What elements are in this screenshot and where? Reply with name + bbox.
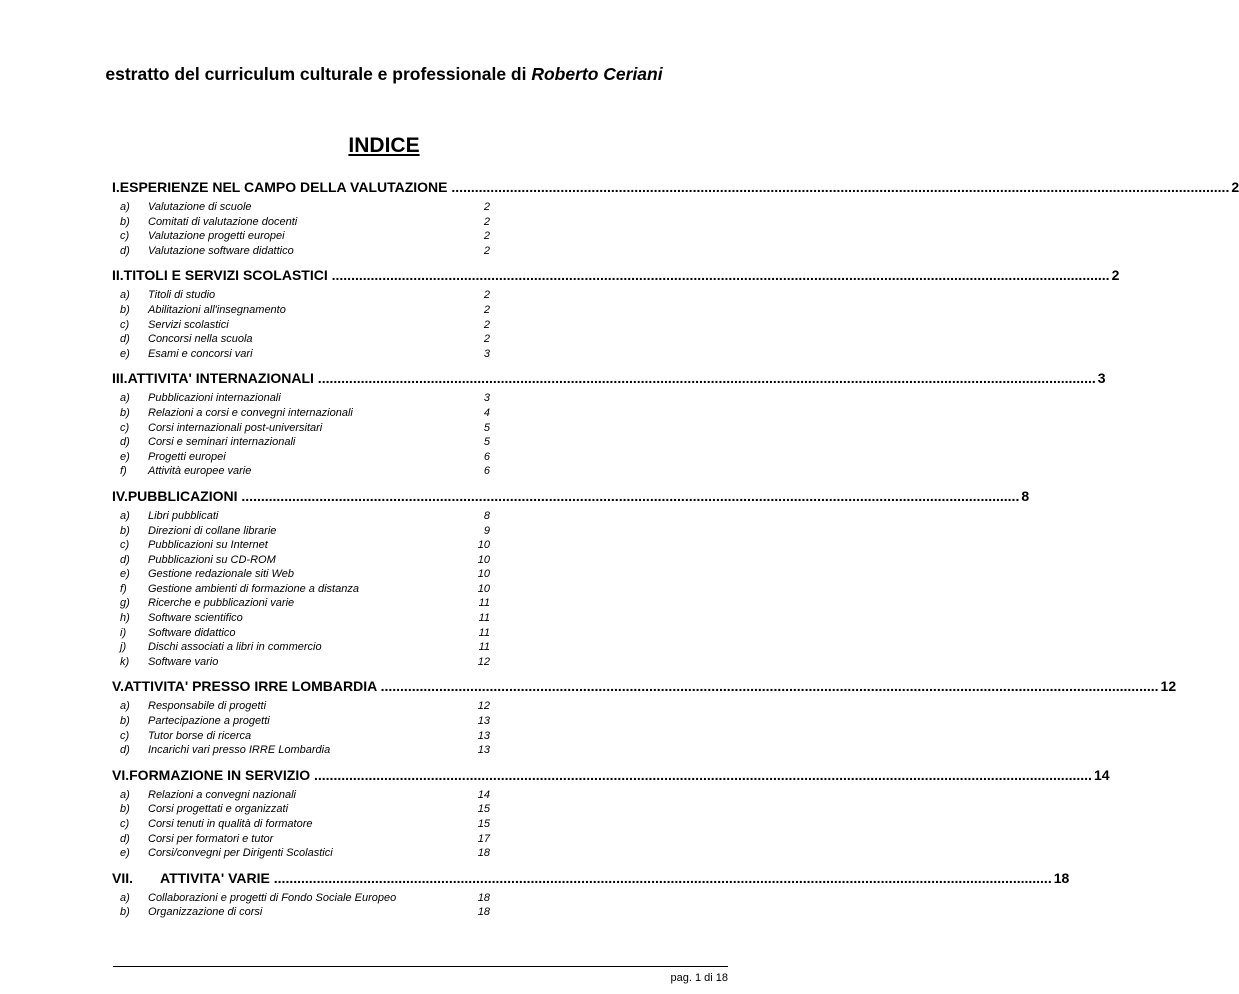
toc-subitem[interactable] [112,450,490,465]
toc-subitem-letter: e) [120,347,130,360]
toc-subitem-letter: b) [120,715,130,728]
toc-subitem-page: 11 [478,626,490,639]
toc-subitem-letter: a) [120,392,130,405]
toc-subitems [112,391,490,479]
toc-subitem[interactable] [112,229,490,244]
toc-section-title [112,264,1110,286]
toc-section-numeral: III. [112,370,128,387]
toc-subitems [112,509,490,670]
toc-leader-dots: ........................................................................................................................................................................................................ [310,766,1092,783]
toc-subitem-label: Collaborazioni e progetti di Fondo Sociale Europeo [148,891,397,904]
toc-subitem-label: Valutazione software didattico [148,244,294,257]
toc-subitem[interactable] [112,788,490,803]
toc-subitem-label: Dischi associati a libri in commercio [148,641,322,654]
toc-subitem-label: Pubblicazioni su Internet [148,539,268,552]
toc-section-page: 3 [1097,370,1106,387]
toc-section-label: TITOLI E SERVIZI SCOLASTICI [123,267,328,284]
toc-section-label: ATTIVITA' INTERNAZIONALI [127,370,314,387]
toc-subitem[interactable] [112,553,490,568]
toc-subitem-letter: e) [120,450,130,463]
toc-subitem-letter: k) [120,655,130,668]
toc-section-page: 2 [1231,179,1239,195]
toc-subitem[interactable] [112,567,490,582]
toc-subitem[interactable] [112,743,490,758]
toc-section-title [112,176,1229,198]
toc-subitem-page: 6 [483,450,490,463]
toc-subitem-letter: j) [120,641,127,654]
toc-subitem-letter: c) [120,729,130,742]
toc-subitem[interactable] [112,802,490,817]
toc-subitem-page: 3 [483,392,490,405]
toc-subitem[interactable] [112,817,490,832]
index-heading: INDICE [348,134,420,157]
toc-leader-dots: ........................................................................................................................................................................................................ [376,678,1159,695]
toc-subitem-label: Corsi e seminari internazionali [148,436,296,449]
toc-subitem-label: Titoli di studio [148,289,216,302]
toc-subitem-label: Software scientifico [148,612,243,625]
toc-subitem-page: 2 [483,230,490,243]
toc-subitem-page: 2 [483,318,490,331]
toc-section-page: 8 [1021,487,1030,504]
toc-subitem-letter: a) [120,289,130,302]
toc-subitem-letter: c) [120,818,130,830]
toc-subitem[interactable] [112,332,490,347]
toc-section-title [112,675,1159,697]
author-name: Roberto Ceriani [531,64,663,84]
toc-subitem-letter: d) [120,832,130,845]
toc-subitem-letter: f) [120,465,127,478]
toc-subitem-label: Direzioni di collane librarie [148,524,277,537]
toc-subitem-page: 10 [477,568,490,581]
toc-subitem-label: Corsi internazionali post-universitari [148,421,323,434]
toc-section-page: 18 [1053,869,1070,886]
toc-subitem-label: Servizi scolastici [148,318,229,331]
toc-subitem[interactable] [112,244,490,259]
toc-subitem-letter: f) [120,582,127,595]
toc-subitem-letter: g) [120,597,130,610]
toc-subitem[interactable] [112,582,490,597]
toc-subitem-label: Relazioni a convegni nazionali [148,788,296,801]
toc-subitem[interactable] [112,846,490,861]
toc-subitem[interactable] [112,891,490,906]
toc-subitem[interactable] [112,524,490,539]
toc-subitem[interactable] [112,729,490,744]
toc-leader-dots: ........................................................................................................................................................................................................ [327,267,1110,284]
toc-subitems [112,891,490,920]
toc-section-numeral: I. [112,179,120,195]
toc-subitem[interactable] [112,538,490,553]
toc-subitem-page: 5 [483,421,490,434]
toc-subitem-letter: b) [120,406,130,419]
toc-subitem-letter: e) [120,847,130,860]
toc-subitem-label: Concorsi nella scuola [148,333,253,346]
toc-section-entry[interactable] [112,485,1030,507]
toc-subitems [112,699,490,757]
toc-section-entry[interactable] [112,264,1120,286]
toc-subitem[interactable] [112,347,490,362]
toc-subitems [112,200,490,258]
toc-subitem[interactable] [112,832,490,847]
toc-subitem-label: Relazioni a corsi e convegni internazionali [148,406,353,419]
toc-subitem[interactable] [112,391,490,406]
toc-section-label: FORMAZIONE IN SERVIZIO [129,766,311,783]
toc-section-numeral: V. [112,678,124,695]
toc-subitem-label: Software vario [148,655,219,668]
toc-subitem-letter: a) [120,201,130,213]
toc-subitem[interactable] [112,406,490,421]
toc-subitem-letter: a) [120,509,130,522]
toc-subitem-page: 15 [477,803,490,816]
toc-subitem[interactable] [112,905,490,920]
toc-subitem-page: 2 [483,289,490,302]
toc-subitem-letter: d) [120,744,130,757]
toc-subitem-label: Organizzazione di corsi [148,906,263,919]
toc-subitem-label: Corsi tenuti in qualità di formatore [148,818,313,830]
toc-subitem-page: 13 [477,744,490,757]
toc-subitem-page: 14 [477,788,490,801]
toc-subitem-page: 2 [483,201,490,213]
toc-subitem-letter: e) [120,568,130,581]
toc-subitem-letter: c) [120,230,130,243]
toc-subitem-label: Software didattico [148,626,236,639]
toc-section-title [112,367,1096,389]
toc-subitem-page: 15 [477,818,490,830]
toc-subitem-page: 4 [483,406,490,419]
toc-subitem-letter: b) [120,906,130,919]
toc-subitem-page: 2 [483,244,490,257]
toc-subitem[interactable] [112,611,490,626]
toc-subitem-page: 11 [478,641,490,654]
toc-subitem[interactable] [112,626,490,641]
toc-subitem-page: 10 [477,539,490,552]
toc-section-entry[interactable] [112,764,1110,786]
toc-subitem-letter: d) [120,333,130,346]
toc-section-title [112,867,1052,889]
toc-section-title [112,764,1092,786]
footer-divider [113,966,728,967]
toc-subitem-page: 3 [483,347,490,360]
toc-subitem-letter: b) [120,215,130,228]
toc-subitem-letter: c) [120,421,130,434]
toc-subitem-letter: d) [120,436,130,449]
toc-subitem[interactable] [112,303,490,318]
toc-subitem-label: Gestione ambienti di formazione a distanza [148,582,359,595]
toc-subitem-label: Comitati di valutazione docenti [148,215,298,228]
toc-subitem-page: 2 [483,303,490,316]
toc-subitem[interactable] [112,200,490,215]
toc-section-label: ATTIVITA' PRESSO IRRE LOMBARDIA [123,678,377,695]
title-prefix: estratto del curriculum culturale e professionale di [105,64,532,84]
toc-subitem-label: Abilitazioni all'insegnamento [148,303,286,316]
toc-subitem-letter: c) [120,539,130,552]
toc-subitem-label: Corsi progettati e organizzati [148,803,289,816]
toc-subitem-page: 18 [477,906,490,919]
toc-subitem-page: 11 [478,612,490,625]
page-number: pag. 1 di 18 [670,972,728,984]
toc-subitem-label: Attività europee varie [148,465,252,478]
toc-section-title [112,485,1019,507]
toc-subitems [112,788,490,861]
toc-subitem[interactable] [112,421,490,436]
toc-subitem[interactable] [112,699,490,714]
toc-subitem-letter: b) [120,524,130,537]
toc-subitem[interactable] [112,655,490,670]
toc-subitem[interactable] [112,435,490,450]
toc-subitem-letter: d) [120,553,130,566]
toc-subitem-page: 2 [483,215,490,228]
toc-subitem-label: Partecipazione a progetti [148,715,270,728]
toc-subitem-letter: b) [120,303,130,316]
toc-subitem-letter: a) [120,700,130,713]
toc-leader-dots: ........................................................................................................................................................................................................ [269,869,1052,886]
toc-subitem-page: 9 [483,524,490,537]
toc-subitem-label: Esami e concorsi vari [148,347,253,360]
toc-subitem-page: 13 [477,729,490,742]
toc-subitem[interactable] [112,318,490,333]
toc-subitem-label: Libri pubblicati [148,509,219,522]
toc-section-page: 14 [1093,766,1110,783]
toc-subitem[interactable] [112,714,490,729]
toc-section-entry[interactable] [112,367,1106,389]
toc-subitem-page: 8 [483,509,490,522]
toc-subitem-page: 18 [477,891,490,904]
toc-subitem-page: 10 [477,553,490,566]
toc-subitem-label: Pubblicazioni su CD-ROM [148,553,276,566]
toc-subitem-label: Incarichi vari presso IRRE Lombardia [148,744,331,757]
toc-subitem-page: 5 [483,436,490,449]
toc-subitem[interactable] [112,509,490,524]
toc-leader-dots: ........................................................................................................................................................................................................ [313,370,1096,387]
toc-section-label: ATTIVITA' VARIE [160,869,270,886]
toc-subitem-letter: a) [120,788,130,801]
toc-subitem-page: 6 [483,465,490,478]
toc-subitem[interactable] [112,215,490,230]
toc-subitem-page: 18 [477,847,490,860]
toc-subitem-label: Valutazione progetti europei [148,230,285,243]
toc-section-numeral: VII. [112,869,134,886]
toc-subitem-label: Corsi per formatori e tutor [148,832,274,845]
toc-subitem[interactable] [112,596,490,611]
toc-subitem-page: 2 [483,333,490,346]
toc-subitem-label: Pubblicazioni internazionali [148,392,281,405]
toc-subitem[interactable] [112,464,490,479]
toc-subitem-page: 17 [477,832,490,845]
toc-subitem-label: Progetti europei [148,450,226,463]
toc-subitem-label: Tutor borse di ricerca [148,729,252,742]
toc-subitem-page: 12 [477,655,490,668]
toc-section-entry[interactable] [112,867,1070,889]
toc-leader-dots: ........................................................................................................................................................................................................ [237,487,1020,504]
document-title [0,64,768,85]
toc-subitem-label: Gestione redazionale siti Web [148,568,294,581]
toc-section-page: 2 [1111,267,1120,284]
toc-section-page: 12 [1160,678,1177,695]
toc-subitem[interactable] [112,640,490,655]
toc-section-numeral: II. [112,267,124,284]
toc-section-label: ESPERIENZE NEL CAMPO DELLA VALUTAZIONE [119,179,448,195]
toc-subitem-page: 10 [477,582,490,595]
toc-subitem-letter: h) [120,612,130,625]
toc-subitems [112,288,490,361]
toc-subitem[interactable] [112,288,490,303]
toc-subitem-letter: d) [120,244,130,257]
toc-section-label: PUBBLICAZIONI [127,487,238,504]
toc-leader-dots: ........................................................................................................................................................................................................ [447,179,1230,195]
toc-subitem-label: Responsabile di progetti [148,700,267,713]
toc-section-entry[interactable] [112,675,1177,697]
toc-subitem-letter: i) [120,626,127,639]
toc-subitem-letter: a) [120,891,130,904]
toc-subitem-label: Corsi/convegni per Dirigenti Scolastici [148,847,333,860]
toc-subitem-letter: c) [120,318,130,331]
toc-subitem-page: 13 [477,715,490,728]
toc-subitem-label: Ricerche e pubblicazioni varie [148,597,295,610]
toc-section-numeral: VI. [112,766,130,783]
toc-subitem-label: Valutazione di scuole [148,201,252,213]
toc-subitem-letter: b) [120,803,130,816]
toc-subitem-page: 12 [477,700,490,713]
table-of-contents [112,176,1239,926]
toc-section-entry[interactable] [112,176,1239,198]
toc-subitem-page: 11 [478,597,490,610]
toc-section-numeral: IV. [112,487,128,504]
